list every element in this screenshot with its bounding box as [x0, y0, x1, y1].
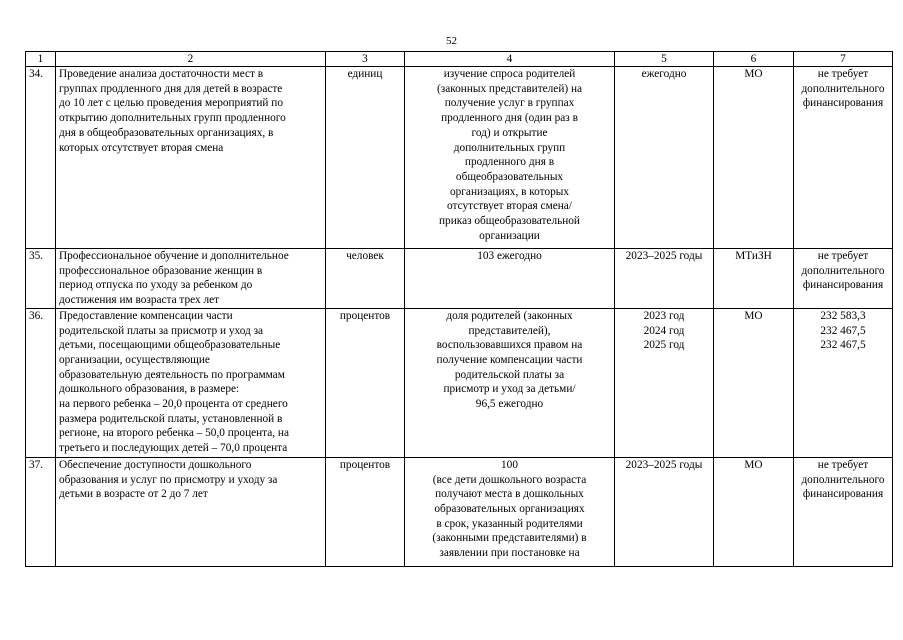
indicator-value-line: родительской платы за: [454, 368, 565, 381]
financing-line: дополнительного: [801, 473, 885, 486]
row-number-cell: [26, 67, 56, 249]
indicator-value-cell: [405, 67, 615, 249]
measure-name-line: дня в общеобразовательных организациях, в: [59, 126, 274, 139]
measure-name-cell: [56, 457, 326, 566]
indicator-value-line: год) и открытие: [471, 126, 548, 139]
indicator-value-line: приказ общеобразовательной: [439, 215, 580, 228]
indicator-value-line: получение компенсации части: [436, 353, 583, 366]
indicator-value-line: (все дети дошкольного возраста: [432, 473, 587, 486]
measure-name-line: до 10 лет с целью проведения мероприятий по: [59, 97, 283, 110]
responsible-cell: [714, 249, 794, 309]
row-number: 34.: [29, 68, 44, 80]
measure-name-line: родительской платы за присмотр и уход за: [59, 324, 264, 337]
financing-line: 232 467,5: [820, 339, 866, 352]
indicator-value-line: продленного дня в: [464, 156, 555, 169]
term-line: 2024 год: [643, 324, 685, 337]
indicator-value-line: представителей),: [468, 324, 551, 337]
financing-line: не требует: [817, 68, 869, 80]
indicator-value-line: 103 ежегодно: [477, 250, 542, 262]
measure-name-line: дошкольного образования, в размере:: [59, 383, 240, 396]
indicator-value-line: образовательных организациях: [434, 502, 585, 515]
page-number: 52: [446, 35, 457, 47]
measure-name-line: образования и услуг по присмотру и уходу за: [59, 473, 278, 486]
unit-text: процентов: [339, 458, 391, 471]
measure-name-line: профессиональное образование женщин в: [59, 264, 263, 277]
responsible-text: МТиЗН: [735, 250, 772, 262]
indicator-value-line: 96,5 ежегодно: [475, 398, 544, 411]
unit-cell: [326, 308, 405, 457]
measure-name-line: образовательную деятельность по программам: [59, 368, 285, 381]
financing-line: не требует: [817, 250, 869, 262]
measure-name-cell: [56, 67, 326, 249]
indicator-value-line: (законными представителями) в: [432, 532, 587, 545]
indicator-value-line: продленного дня (один раз в: [441, 112, 578, 125]
measure-name-line: достижения им возраста трех лет: [59, 294, 220, 307]
term-cell: [615, 308, 714, 457]
row-number: 36.: [29, 309, 44, 322]
indicator-value-line: получение услуг в группах: [444, 97, 575, 110]
measure-name-line: Обеспечение доступности дошкольного: [59, 458, 252, 471]
measure-name-line: Проведение анализа достаточности мест в: [59, 68, 264, 80]
measure-name-cell: [56, 249, 326, 309]
row-number-cell: [26, 457, 56, 566]
unit-cell: [326, 67, 405, 249]
indicator-value-line: изучение спроса родителей: [443, 68, 576, 80]
measure-name-line: период отпуска по уходу за ребенком до: [59, 279, 253, 292]
term-cell: [615, 457, 714, 566]
financing-cell: [794, 67, 893, 249]
column-number: 2: [56, 52, 326, 67]
measure-name-line: третьего и последующих детей – 70,0 процента: [59, 442, 288, 455]
measure-name-line: детьми, посещающими общеобразовательные: [59, 339, 281, 352]
unit-text: человек: [346, 250, 384, 262]
measure-name-line: размера родительской платы, установленной в: [59, 412, 283, 425]
financing-line: финансирования: [802, 97, 884, 110]
responsible-cell: [714, 457, 794, 566]
term-line: ежегодно: [641, 68, 687, 80]
indicator-value-line: организации: [479, 229, 540, 242]
term-cell: [615, 249, 714, 309]
measure-name-line: организации, осуществляющие: [59, 353, 210, 366]
indicator-value-line: получают места в дошкольных: [435, 488, 584, 501]
term-line: 2023 год: [643, 309, 685, 322]
term-line: 2023–2025 годы: [625, 250, 703, 262]
measure-name-line: Профессиональное обучение и дополнительное: [59, 250, 289, 262]
indicator-value-line: отсутствует вторая смена/: [447, 200, 572, 213]
financing-line: дополнительного: [801, 82, 885, 95]
table-row: [26, 67, 893, 249]
unit-cell: [326, 457, 405, 566]
row-number: 35.: [29, 250, 44, 262]
financing-line: финансирования: [802, 488, 884, 501]
indicator-value-line: дополнительных групп: [453, 141, 566, 154]
financing-line: финансирования: [802, 279, 884, 292]
row-number-cell: [26, 308, 56, 457]
measure-name-cell: [56, 308, 326, 457]
indicator-value-line: 100: [501, 458, 518, 471]
financing-cell: [794, 457, 893, 566]
table-row: [26, 249, 893, 309]
financing-line: дополнительного: [801, 264, 885, 277]
indicator-value-cell: [405, 308, 615, 457]
financing-line: 232 467,5: [820, 324, 866, 337]
responsible-text: МО: [744, 458, 763, 471]
column-number: 5: [615, 52, 714, 67]
measure-name-line: группах продленного дня для детей в возрасте: [59, 82, 283, 95]
row-number: 37.: [29, 458, 44, 471]
measure-name-line: которых отсутствует вторая смена: [59, 141, 224, 154]
indicator-value-cell: [405, 457, 615, 566]
term-line: 2025 год: [643, 339, 685, 352]
responsible-cell: [714, 67, 794, 249]
responsible-cell: [714, 308, 794, 457]
unit-text: единиц: [347, 68, 383, 80]
unit-cell: [326, 249, 405, 309]
measure-name-line: открытию дополнительных групп продленного: [59, 112, 286, 125]
financing-cell: [794, 249, 893, 309]
indicator-value-line: (законных представителей) на: [436, 82, 583, 95]
measures-table: [25, 51, 893, 567]
indicator-value-cell: [405, 249, 615, 309]
measure-name-line: детьми в возрасте от 2 до 7 лет: [59, 488, 208, 501]
unit-text: процентов: [339, 309, 391, 322]
measure-name-line: регионе, на второго ребенка – 50,0 процента, на: [59, 427, 289, 440]
financing-line: не требует: [817, 458, 869, 471]
table-row: [26, 457, 893, 566]
column-number: 1: [26, 52, 56, 67]
indicator-value-line: заявлении при постановке на: [439, 547, 580, 560]
column-number: 4: [405, 52, 615, 67]
term-line: 2023–2025 годы: [625, 458, 703, 471]
measure-name-line: Предоставление компенсации части: [59, 309, 233, 322]
indicator-value-line: организациях, в которых: [450, 185, 569, 198]
financing-cell: [794, 308, 893, 457]
indicator-value-line: общеобразовательных: [455, 170, 564, 183]
indicator-value-line: воспользовавшихся правом на: [436, 339, 583, 352]
column-number: 6: [714, 52, 794, 67]
column-number: 7: [794, 52, 893, 67]
measure-name-line: на первого ребенка – 20,0 процента от среднего: [59, 398, 288, 411]
financing-line: 232 583,3: [820, 309, 866, 322]
term-cell: [615, 67, 714, 249]
responsible-text: МО: [744, 68, 763, 80]
column-number: 3: [326, 52, 405, 67]
indicator-value-line: в срок, указанный родителями: [436, 517, 583, 530]
row-number-cell: [26, 249, 56, 309]
column-numbers-row: [26, 52, 893, 67]
table-row: [26, 308, 893, 457]
responsible-text: МО: [744, 309, 763, 322]
indicator-value-line: доля родителей (законных: [446, 309, 573, 322]
indicator-value-line: присмотр и уход за детьми/: [443, 383, 576, 396]
